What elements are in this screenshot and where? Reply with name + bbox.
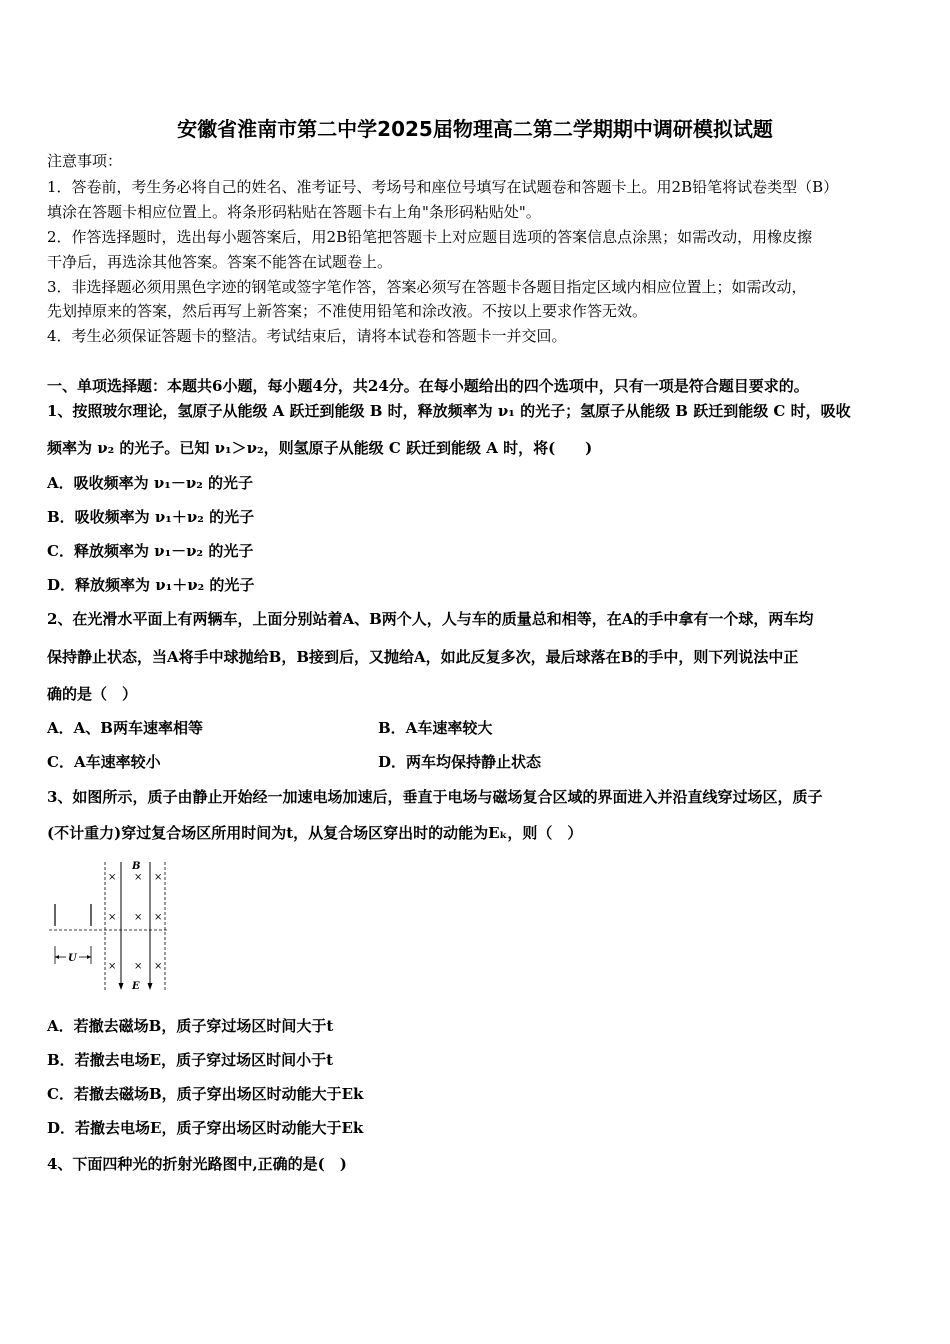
b-cross: × <box>108 872 117 883</box>
b-cross: × <box>154 872 163 883</box>
q3-option-d[interactable]: D．若撤去电场E，质子穿出场区时动能大于Ek <box>47 1119 364 1137</box>
b-cross: × <box>108 912 117 923</box>
q3-option-a[interactable]: A．若撤去磁场B，质子穿过场区时间大于t <box>47 1017 334 1035</box>
b-cross: × <box>108 961 117 972</box>
notice-line: 4．考生必须保证答题卡的整洁。考试结束后，请将本试卷和答题卡一并交回。 <box>47 327 567 345</box>
q1-option-a[interactable]: A．吸收频率为 ν₁－ν₂ 的光子 <box>47 474 254 492</box>
q2-stem-line: 确的是（ ） <box>47 685 138 703</box>
b-cross: × <box>134 961 143 972</box>
q4-stem-line: 4、下面四种光的折射光路图中,正确的是( ) <box>47 1155 347 1173</box>
e-label: E <box>132 981 140 992</box>
notice-line: 1．答卷前，考生务必将自己的姓名、准考证号、考场号和座位号填写在试题卷和答题卡上。用2B铅笔将试卷类型（B） <box>47 178 839 196</box>
section-heading: 一、单项选择题：本题共6小题，每小题4分，共24分。在每小题给出的四个选项中，只有一项是符合题目要求的。 <box>47 377 809 395</box>
q1-stem-line: 1、按照玻尔理论，氢原子从能级 A 跃迁到能级 B 时，释放频率为 ν₁ 的光子；氢原子从能级 B 跃迁到能级 C 时，吸收 <box>47 402 851 420</box>
notice-heading: 注意事项： <box>47 152 123 170</box>
q2-option-b[interactable]: B．A车速率较大 <box>378 719 493 737</box>
q1-option-d[interactable]: D．释放频率为 ν₁＋ν₂ 的光子 <box>47 576 255 594</box>
b-cross: × <box>154 961 163 972</box>
notice-line: 先划掉原来的答案，然后再写上新答案；不准使用铅笔和涂改液。不按以上要求作答无效。 <box>47 302 648 320</box>
notice-line: 干净后，再选涂其他答案。答案不能答在试题卷上。 <box>47 253 393 271</box>
q2-option-a[interactable]: A．A、B两车速率相等 <box>47 719 203 737</box>
b-cross: × <box>154 912 163 923</box>
e-arrowhead <box>148 983 153 990</box>
q3-option-c[interactable]: C．若撤去磁场B，质子穿出场区时动能大于Ek <box>47 1085 364 1103</box>
e-arrowhead <box>119 983 124 990</box>
notice-line: 3．非选择题必须用黑色字迹的钢笔或签字笔作答，答案必须写在答题卡各题目指定区域内相应位置上；如需改动， <box>47 278 807 296</box>
q2-option-d[interactable]: D．两车均保持静止状态 <box>378 753 542 771</box>
u-label: U <box>68 953 77 964</box>
q2-option-c[interactable]: C．A车速率较小 <box>47 753 161 771</box>
q3-field-diagram <box>47 856 177 996</box>
q3-option-b[interactable]: B．若撤去电场E，质子穿过场区时间小于t <box>47 1051 334 1069</box>
q2-stem-line: 保持静止状态，当A将手中球抛给B，B接到后，又抛给A，如此反复多次，最后球落在B的手中，则下列说法中正 <box>47 648 799 666</box>
q1-stem-line: 频率为 ν₂ 的光子。已知 ν₁＞ν₂，则氢原子从能级 C 跃迁到能级 A 时，将( ) <box>47 439 593 457</box>
q1-option-b[interactable]: B．吸收频率为 ν₁＋ν₂ 的光子 <box>47 508 255 526</box>
notice-line: 填涂在答题卡相应位置上。将条形码粘贴在答题卡右上角"条形码粘贴处"。 <box>47 203 541 221</box>
b-cross: × <box>134 872 143 883</box>
page-title: 安徽省淮南市第二中学2025届物理高二第二学期期中调研模拟试题 <box>177 117 773 141</box>
q3-stem-line: 3、如图所示，质子由静止开始经一加速电场加速后，垂直于电场与磁场复合区域的界面进入并沿直线穿过场区，质子 <box>47 788 823 806</box>
b-label: B <box>132 861 141 872</box>
q1-option-c[interactable]: C．释放频率为 ν₁－ν₂ 的光子 <box>47 542 254 560</box>
u-arrowhead-left <box>55 955 59 959</box>
notice-line: 2．作答选择题时，选出每小题答案后，用2B铅笔把答题卡上对应题目选项的答案信息点涂黑；如需改动，用橡皮擦 <box>47 228 813 246</box>
b-cross: × <box>134 912 143 923</box>
u-arrowhead-right <box>87 955 91 959</box>
q2-stem-line: 2、在光滑水平面上有两辆车，上面分别站着A、B两个人，人与车的质量总和相等，在A的手中拿有一个球，两车均 <box>47 610 814 628</box>
q3-stem-line: (不计重力)穿过复合场区所用时间为t，从复合场区穿出时的动能为Eₖ，则（ ） <box>47 824 583 842</box>
